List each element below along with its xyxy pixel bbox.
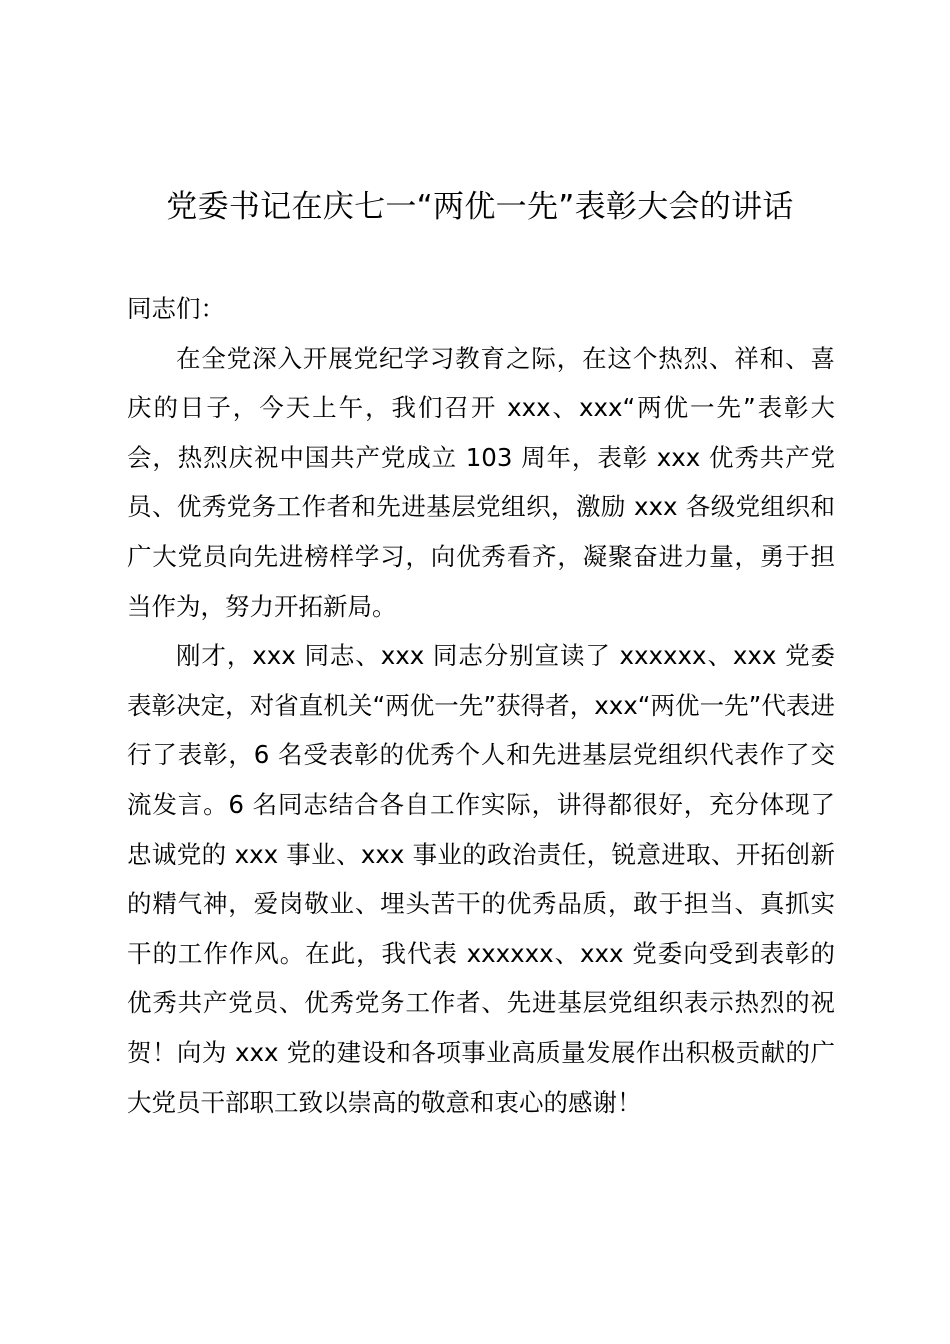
document-title: 党委书记在庆七一“两优一先”表彰大会的讲话 [166, 189, 794, 225]
paragraph-2: 刚才，xxx 同志、xxx 同志分别宣读了 xxxxxx、xxx 党委表彰决定，对省直机关“两优一先”获得者，xxx“两优一先”代表进行了表彰，6 名受表彰的优秀个人和先进基层党组织代表作了交流发言。6 名同志结合各自工作实际，讲得都很好，充分体现了忠诚党的 xxx 事业、xxx 事业的政治责任，锐意进取、开拓创新的精气神，爱岗敬业、埋头苦干的优秀品质，敢于担当、真抓实干的工作作风。在此，我代表 xxxxxx、xxx 党委向受到表彰的优秀共产党员、优秀党务工作者、先进基层党组织表示热烈的祝贺！向为 xxx 党的建设和各项事业高质量发展作出积极贡献的广大党员干部职工致以崇高的敬意和衷心的感谢！ [127, 641, 835, 1117]
document-body [127, 284, 835, 1127]
salutation: 同志们： [127, 294, 225, 323]
paragraph-1: 在全党深入开展党纪学习教育之际，在这个热烈、祥和、喜庆的日子，今天上午，我们召开 xxx、xxx“两优一先”表彰大会，热烈庆祝中国共产党成立 103 周年，表彰 xxx 优秀共产党员、优秀党务工作者和先进基层党组织，激励 xxx 各级党组织和广大党员向先进榜样学习，向优秀看齐，凝聚奋进力量，勇于担当作为，努力开拓新局。 [127, 343, 835, 621]
